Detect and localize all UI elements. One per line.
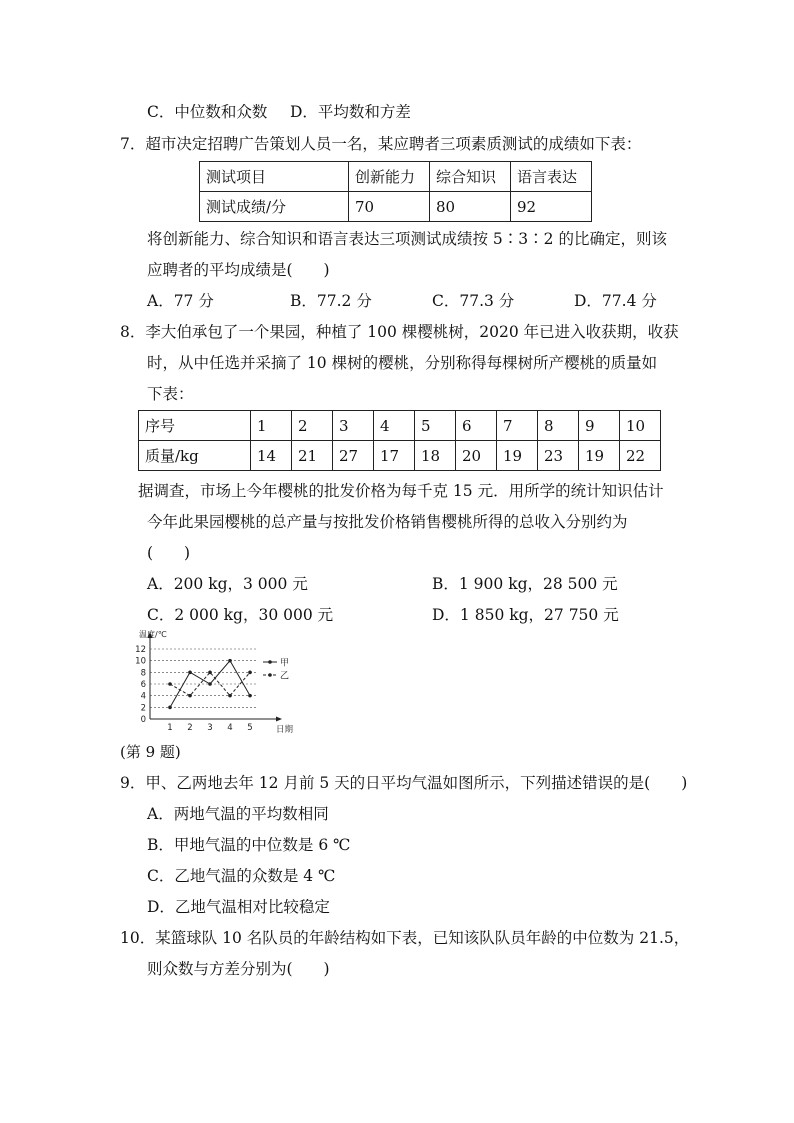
q9-option-c: C．乙地气温的众数是 4 ℃ [147, 867, 336, 885]
table-cell: 70 [349, 192, 430, 222]
table-cell: 27 [333, 441, 374, 471]
table-cell: 8 [538, 411, 579, 441]
data-point [168, 706, 172, 710]
table-cell: 23 [538, 441, 579, 471]
table-row [200, 162, 592, 192]
table-cell: 19 [497, 441, 538, 471]
x-tick-label: 5 [247, 723, 253, 733]
table-cell: 10 [620, 411, 661, 441]
table-cell: 语言表达 [511, 162, 592, 192]
q9-stem: 9．甲、乙两地去年 12 月前 5 天的日平均气温如图所示，下列描述错误的是( ) [120, 774, 688, 792]
table-cell: 测试项目 [200, 162, 349, 192]
q9-option-b: B．甲地气温的中位数是 6 ℃ [147, 836, 351, 854]
y-tick-label: 2 [140, 703, 146, 714]
table-cell: 92 [511, 192, 592, 222]
table-cell: 序号 [139, 411, 251, 441]
table-cell: 测试成绩/分 [200, 192, 349, 222]
table-cell: 17 [374, 441, 415, 471]
q8-option-d: D．1 850 kg，27 750 元 [432, 606, 619, 624]
x-tick-label: 1 [167, 723, 173, 733]
q8-option-c: C．2 000 kg，30 000 元 [147, 606, 334, 624]
q10-stem-line1: 10．某篮球队 10 名队员的年龄结构如下表，已知该队队员年龄的中位数为 21.5， [120, 929, 690, 947]
data-point [228, 694, 232, 698]
data-point [188, 694, 192, 698]
data-point [188, 671, 192, 675]
x-tick-label: 2 [187, 723, 193, 733]
table-cell: 1 [251, 411, 292, 441]
figure-caption: (第 9 题) [120, 743, 181, 761]
y-axis-label: 温度/℃ [139, 630, 167, 639]
table-cell: 创新能力 [349, 162, 430, 192]
y-tick-label: 4 [140, 691, 146, 702]
table-cell: 19 [579, 441, 620, 471]
q8-mass-table [138, 410, 661, 471]
q7-option-c: C．77.3 分 [432, 292, 515, 310]
x-tick-label: 3 [207, 723, 213, 733]
y-tick-label: 0 [140, 715, 146, 725]
table-cell: 9 [579, 411, 620, 441]
table-cell: 综合知识 [430, 162, 511, 192]
table-cell: 20 [456, 441, 497, 471]
y-tick-label: 6 [140, 680, 146, 690]
table-cell: 6 [456, 411, 497, 441]
q7-score-table [199, 161, 592, 222]
q7-option-d: D．77.4 分 [574, 292, 657, 310]
x-tick-label: 4 [227, 723, 233, 733]
q8-stem-line1: 8．李大伯承包了一个果园，种植了 100 棵樱桃树，2020 年已进入收获期，收获 [120, 323, 679, 341]
legend-marker [268, 660, 272, 664]
legend-marker [268, 673, 272, 677]
y-tick-label: 8 [140, 668, 146, 679]
q8-option-b: B．1 900 kg，28 500 元 [432, 575, 618, 593]
q7-option-b: B．77.2 分 [290, 292, 372, 310]
table-row [139, 411, 661, 441]
table-cell: 21 [292, 441, 333, 471]
q9-option-d: D．乙地气温相对比较稳定 [147, 898, 330, 916]
data-point [228, 659, 232, 663]
table-row [200, 192, 592, 222]
y-tick-label: 12 [135, 645, 146, 655]
data-point [248, 671, 252, 675]
legend-label: 乙 [280, 671, 290, 682]
q6-option-c: C．中位数和众数 [147, 103, 268, 121]
q8-text-line3: ( ) [147, 544, 191, 562]
table-cell: 4 [374, 411, 415, 441]
q7-text-line1: 将创新能力、综合知识和语言表达三项测试成绩按 5∶3∶2 的比确定，则该 [147, 230, 667, 248]
q7-stem: 7．超市决定招聘广告策划人员一名，某应聘者三项素质测试的成绩如下表： [120, 135, 642, 153]
q7-text-line2: 应聘者的平均成绩是( ) [147, 261, 330, 279]
q8-text-line1: 据调查，市场上今年樱桃的批发价格为每千克 15 元．用所学的统计知识估计 [138, 482, 664, 500]
q10-stem-line2: 则众数与方差分别为( ) [147, 960, 330, 978]
table-cell: 18 [415, 441, 456, 471]
data-point [208, 671, 212, 675]
table-cell: 22 [620, 441, 661, 471]
q8-text-line2: 今年此果园樱桃的总产量与按批发价格销售樱桃所得的总收入分别约为 [147, 513, 628, 531]
table-cell: 3 [333, 411, 374, 441]
table-cell: 2 [292, 411, 333, 441]
y-tick-label: 10 [135, 656, 146, 667]
table-cell: 5 [415, 411, 456, 441]
q8-option-a: A．200 kg，3 000 元 [147, 575, 308, 593]
q8-stem-line3: 下表： [147, 385, 194, 403]
q7-option-a: A．77 分 [147, 292, 214, 310]
data-point [168, 682, 172, 686]
data-point [208, 682, 212, 686]
data-point [248, 694, 252, 698]
table-row [139, 441, 661, 471]
temperature-line-chart [114, 628, 304, 740]
table-cell: 7 [497, 411, 538, 441]
x-axis-arrow [276, 717, 282, 722]
table-cell: 80 [430, 192, 511, 222]
table-cell: 14 [251, 441, 292, 471]
q8-stem-line2: 时，从中任选并采摘了 10 棵树的樱桃，分别称得每棵树所产樱桃的质量如 [147, 354, 658, 372]
q9-option-a: A．两地气温的平均数相同 [147, 805, 329, 823]
x-axis-label: 日期 [276, 725, 294, 735]
legend-label: 甲 [280, 658, 290, 669]
table-cell: 质量/kg [139, 441, 251, 471]
q6-option-d: D．平均数和方差 [290, 103, 411, 121]
